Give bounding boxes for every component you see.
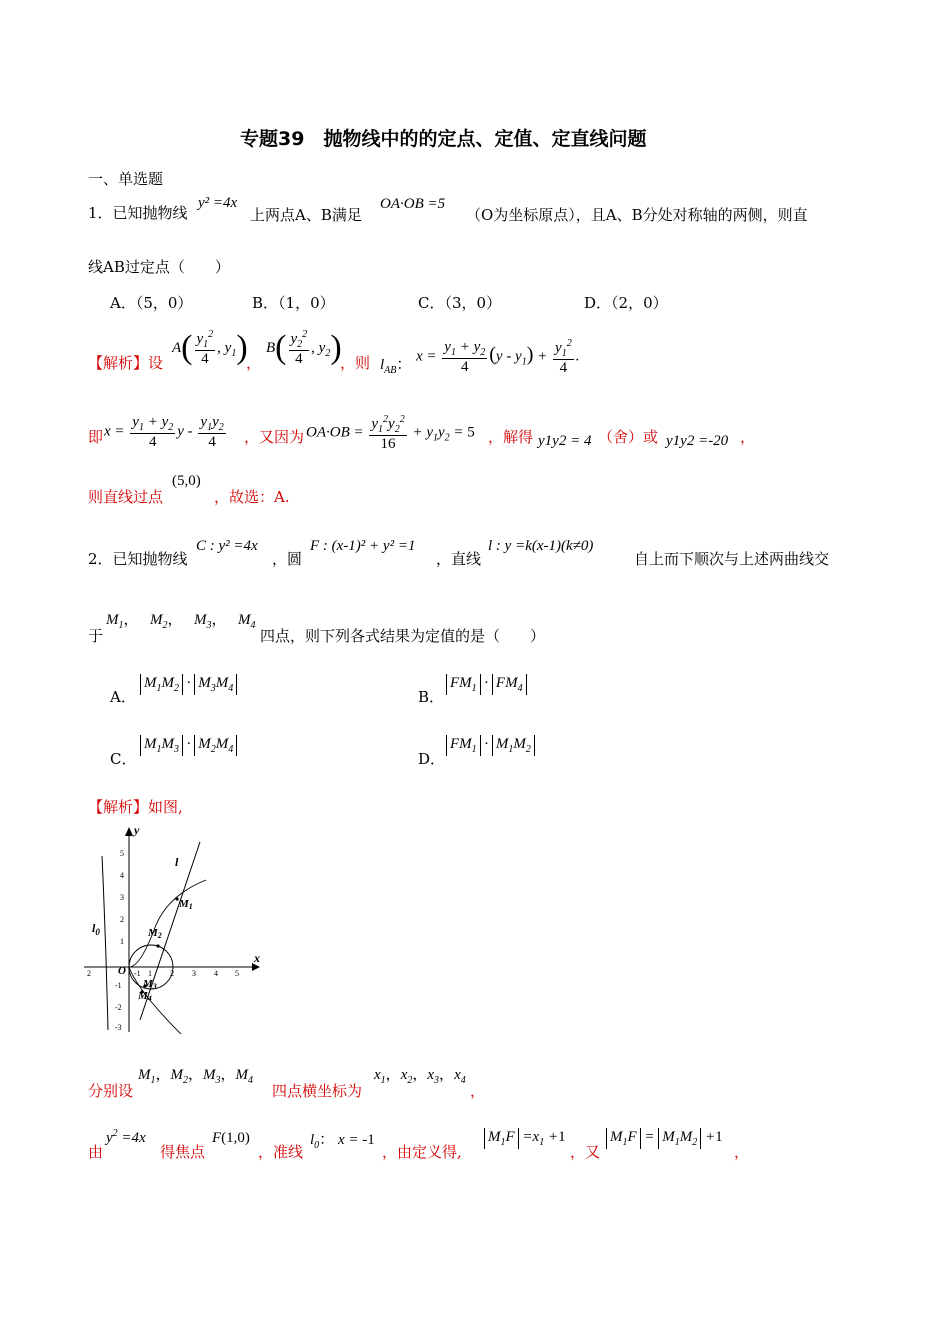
q1-text-b: 上两点A、B满足 xyxy=(250,206,362,224)
q1-text-solve: ，解得 xyxy=(488,428,534,446)
parabola-curve xyxy=(129,880,206,1034)
q1-text-c: （O为坐标原点），且A、B分处对称轴的两侧，则直 xyxy=(466,206,808,224)
q1-option-b: B．（1，0） xyxy=(252,294,335,312)
q2-sol-def1: $M_1F =x_1 +1$ xyxy=(484,1128,566,1149)
q2-option-c-label: C． xyxy=(110,750,137,768)
q2-number: 2． xyxy=(88,550,113,568)
q1-eq-dot2: OA·OB = $\frac{y_1^2y_2^2}{16}$ + $y_1y_2 = 5$ xyxy=(306,414,475,452)
q1-val2: y1y2 =-20 xyxy=(666,433,729,449)
q2-option-d-label: D． xyxy=(418,750,446,768)
x-tick-label: -1 xyxy=(134,969,141,978)
q1-text-ie: 即 xyxy=(88,428,104,446)
q1-option-c: C．（3，0） xyxy=(418,294,502,312)
q1-solution-tag: 【解析】设 xyxy=(88,354,164,372)
q1-eq-dot: OA·OB =5 xyxy=(380,196,446,212)
q1-number: 1． xyxy=(88,204,113,222)
x-tick-label: 3 xyxy=(192,969,196,978)
q2-eq-line: l : y =k(x-1)(k≠0) xyxy=(488,538,594,554)
q1-eq-x: x = $\frac{y_1 + y_2}{4}$ y - $\frac{y_1y_2}{4}$ xyxy=(104,414,224,450)
q2-text-at: 于 xyxy=(88,627,104,645)
q2-solution-tag: 【解析】如图, xyxy=(88,798,183,816)
point-m3-label: M3 xyxy=(143,978,157,991)
q1-option-a: A．（5，0） xyxy=(110,294,193,312)
x-tick-label: 5 xyxy=(235,969,239,978)
q1-val1: y1y2 = 4 xyxy=(538,433,592,449)
q2-option-a-expr: $M_1M_2 \cdot M_3M_4$ xyxy=(140,674,237,695)
q2-option-b-label: B． xyxy=(418,688,445,706)
q2-sol-parabola: $y^2 =4x$ xyxy=(106,1128,146,1146)
q1-text-a: 已知抛物线 xyxy=(112,204,188,222)
y-tick-label: -3 xyxy=(115,1023,122,1032)
y-tick-labels xyxy=(115,849,124,1032)
x-axis-label: x xyxy=(254,951,260,965)
q2-sol-focus: F(1,0) xyxy=(212,1130,250,1146)
y-tick-label: -2 xyxy=(115,1003,122,1012)
q2-option-b-expr: $FM_1 \cdot FM_4$ xyxy=(446,674,527,695)
q2-point-m3: $M_3$， xyxy=(194,612,227,631)
q2-sol-points: $M_1$，$M_2$，$M_3$，$M_4$ xyxy=(138,1067,254,1086)
directrix-label: $l_0$ xyxy=(92,921,100,937)
q1-text-reject: （舍）或 xyxy=(598,428,659,446)
q2-text-xcoords: 四点横坐标为 xyxy=(272,1082,363,1100)
q2-text-b: ，圆 xyxy=(272,550,303,568)
point-m1-label: M1 xyxy=(179,898,193,911)
y-axis-arrow xyxy=(125,827,133,836)
q2-text-let: 分别设 xyxy=(88,1082,134,1100)
q2-option-a-label: A． xyxy=(110,688,136,706)
q2-text-also: ，又 xyxy=(570,1143,601,1161)
q2-point-m2: $M_2$， xyxy=(150,612,183,631)
y-tick-label: 2 xyxy=(120,915,124,924)
q1-line2: 线AB过定点（ ） xyxy=(88,258,230,276)
y-axis-label: y xyxy=(134,823,140,837)
q1-point-a: A( $\frac{y_1^2}{4}$ , $y_1$) xyxy=(172,329,248,368)
parabola-figure xyxy=(82,822,272,1034)
y-tick-label: 1 xyxy=(120,937,124,946)
origin-label: O xyxy=(118,965,126,977)
x-tick-label: 4 xyxy=(214,969,218,978)
page-title: 专题39 抛物线中的的定点、定值、定直线问题 xyxy=(240,128,647,150)
y-tick-label: -1 xyxy=(115,981,122,990)
q2-text-directrix: ，准线 xyxy=(258,1143,304,1161)
x-tick-labels xyxy=(87,969,239,978)
section-heading: 一、单选题 xyxy=(88,170,164,188)
q1-comma: ， xyxy=(246,354,262,372)
x-tick-label: 2 xyxy=(87,969,91,978)
q1-line1 xyxy=(88,204,188,222)
q2-text-question: 四点，则下列各式结果为定值的是（ ） xyxy=(260,627,546,645)
q2-text-from: 由 xyxy=(88,1143,104,1161)
q1-eq-parabola: y² =4x xyxy=(198,195,238,211)
q2-option-c-expr: $M_1M_3 \cdot M_2M_4$ xyxy=(140,735,237,756)
q2-comma2: ， xyxy=(734,1143,750,1161)
y-tick-label: 4 xyxy=(120,871,124,880)
line-l-label: l xyxy=(175,855,179,869)
q1-text-then: ，则 xyxy=(340,354,371,372)
q1-comma2: ， xyxy=(740,428,756,446)
q2-eq-parabola: C : y² =4x xyxy=(196,538,258,554)
q2-sol-directrix: $l_0$： x = -1 xyxy=(310,1132,375,1151)
q1-text-because: ，又因为 xyxy=(244,428,305,446)
y-tick-label: 5 xyxy=(120,849,124,858)
q2-option-d-expr: $FM_1 \cdot M_1M_2$ xyxy=(446,735,535,756)
q1-answer: ，故选：A. xyxy=(214,488,290,506)
q2-sol-def2: $M_1F = M_1M_2 +1$ xyxy=(606,1128,723,1149)
point-m4-label: M4 xyxy=(138,990,152,1003)
q1-point-b: B( $\frac{y_2^2}{4}$ , $y_2$) xyxy=(266,329,342,368)
q1-text-passes: 则直线过点 xyxy=(88,488,164,506)
q2-point-m1: $M_1$， xyxy=(106,612,139,631)
q2-text-d: 自上而下顺次与上述两曲线交 xyxy=(634,550,830,568)
q2-text-focus: 得焦点 xyxy=(160,1143,206,1161)
point-m2-label: M2 xyxy=(148,927,162,940)
q1-line-equation: x = $\frac{y_1 + y_2}{4}$ $(y - y_1)$ + $\frac{y_1^2}{4}$ . xyxy=(416,338,580,376)
q2-text-a: 已知抛物线 xyxy=(112,550,188,568)
y-tick-label: 3 xyxy=(120,893,124,902)
q2-point-m4: $M_4$ xyxy=(238,612,256,631)
q2-eq-circle: F : (x-1)² + y² =1 xyxy=(310,538,416,554)
q1-option-d: D．（2，0） xyxy=(584,294,668,312)
q2-text-c: ，直线 xyxy=(436,550,482,568)
q2-sol-x: $x_1$，$x_2$，$x_3$，$x_4$ xyxy=(374,1067,466,1086)
point-m2 xyxy=(156,944,159,947)
q1-lab: $l_{AB}$： xyxy=(380,357,412,376)
q2-text-definition: ，由定义得, xyxy=(382,1143,462,1161)
directrix-line xyxy=(102,856,108,1030)
q2-comma: ， xyxy=(470,1082,486,1100)
q1-fixed-point: (5,0) xyxy=(172,473,201,489)
q2-line1 xyxy=(88,550,188,568)
x-tick-label: 2 xyxy=(170,969,174,978)
x-tick-label: 1 xyxy=(148,969,152,978)
